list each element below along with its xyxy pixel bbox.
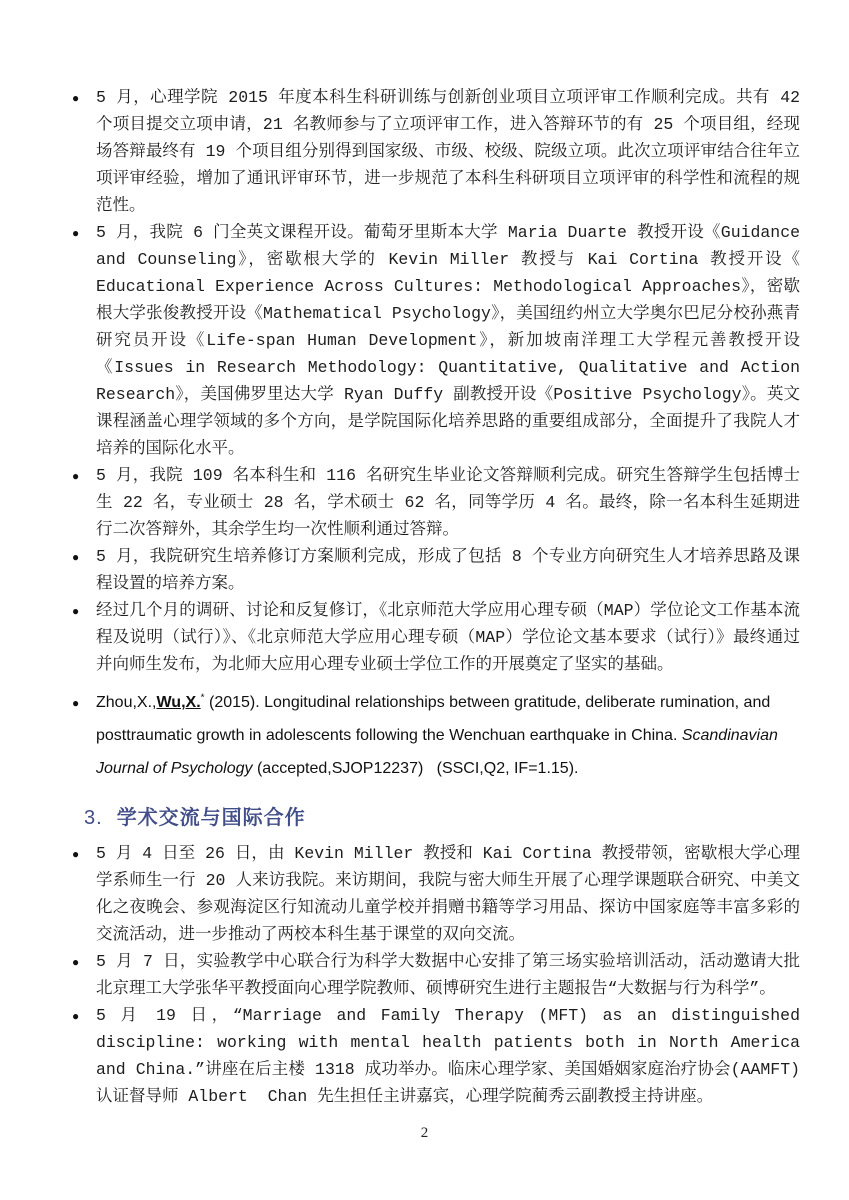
bullet-icon: [72, 462, 96, 491]
bullet-icon: [72, 1002, 96, 1031]
section-number: 3.: [84, 807, 103, 829]
list-item: [72, 543, 800, 597]
section-title: 学术交流与国际合作: [116, 807, 306, 829]
page-number: 2: [420, 1125, 429, 1141]
bullet-text: 5 月 19 日，“Marriage and Family Therapy (MFT) as an distinguished discipline: working with mental health patients both in North America and China.”讲座在后主楼 1318 成功举办。临床心理学家、美国婚姻家庭治疗协会(AAMFT)认证督导师 Albert Chan 先生担任主讲嘉宾，心理学院蔺秀云副教授主持讲座。: [96, 1006, 800, 1106]
bullet-icon: [72, 543, 96, 572]
page-content: [72, 84, 800, 1110]
citation-authors: Zhou,X.,: [96, 694, 157, 711]
list-item: [72, 597, 800, 678]
list-item: [72, 948, 800, 1002]
bullet-text: 5 月，我院 109 名本科生和 116 名研究生毕业论文答辩顺利完成。研究生答辩学生包括博士生 22 名，专业硕士 28 名，学术硕士 62 名，同等学历 4 名。最终，除一名本科生延期进行二次答辩外，其余学生均一次性顺利通过答辩。: [96, 466, 800, 539]
citation-title: (2015). Longitudinal relationships between gratitude, deliberate rumination, and posttraumatic growth in adolescents following the Wenchuan earthquake in China.: [96, 694, 771, 744]
list-item: [72, 462, 800, 543]
list-item: [72, 84, 800, 219]
bullet-list-section: [72, 840, 800, 1110]
bullet-icon: [72, 219, 96, 248]
bullet-text: 5 月 7 日，实验教学中心联合行为科学大数据中心安排了第三场实验培训活动，活动邀请大批北京理工大学张华平教授面向心理学院教师、硕博研究生进行主题报告“大数据与行为科学”。: [96, 952, 800, 998]
list-item: [72, 219, 800, 462]
bullet-text: 5 月，我院 6 门全英文课程开设。葡萄牙里斯本大学 Maria Duarte 教授开设《Guidance and Counseling》，密歇根大学的 Kevin Miller 教授与 Kai Cortina 教授开设《 Educational Experience Across Cultures: Methodological Approaches》，密歇根大学张俊教授开设《Mathematical Psychology》，美国纽约州立大学奥尔巴尼分校孙燕青研究员开设《Life-span Human Development》，新加坡南洋理工大学程元善教授开设《Issues in Research Methodology: Quantitative, Qualitative and Action Research》，美国佛罗里达大学 Ryan Duffy 副教授开设《Positive Psychology》。英文课程涵盖心理学领域的多个方向，是学院国际化培养思路的重要组成部分，全面提升了我院人才培养的国际化水平。: [96, 223, 800, 458]
bullet-icon: [72, 686, 96, 719]
citation-journal: Scandinavian Journal of Psychology: [96, 727, 778, 777]
bullet-icon: [72, 948, 96, 977]
bullet-list-top: [72, 84, 800, 678]
citation-meta: (accepted,SJOP12237) (SSCI,Q2, IF=1.15).: [252, 760, 579, 777]
bullet-text: 5 月，我院研究生培养修订方案顺利完成，形成了包括 8 个专业方向研究生人才培养思路及课程设置的培养方案。: [96, 547, 800, 593]
citation-text: [96, 686, 800, 785]
bullet-text: 5 月，心理学院 2015 年度本科生科研训练与创新创业项目立项评审工作顺利完成。共有 42 个项目提交立项申请，21 名教师参与了立项评审工作，进入答辩环节的有 25 个项目组，经现场答辩最终有 19 个项目组分别得到国家级、市级、校级、院级立项。此次立项评审结合往年立项评审经验，增加了通讯评审环节，进一步规范了本科生科研项目立项评审的科学性和流程的规范性。: [96, 88, 800, 215]
list-item: [72, 1002, 800, 1110]
bullet-text: 经过几个月的调研、讨论和反复修订，《北京师范大学应用心理专硕（MAP）学位论文工作基本流程及说明（试行）》、《北京师范大学应用心理专硕（MAP）学位论文基本要求（试行）》最终通过并向师生发布，为北师大应用心理专业硕士学位工作的开展奠定了坚实的基础。: [96, 601, 800, 674]
bullet-text: 5 月 4 日至 26 日，由 Kevin Miller 教授和 Kai Cortina 教授带领，密歇根大学心理学系师生一行 20 人来访我院。来访期间，我院与密大师生开展了心理学课题联合研究、中美文化之夜晚会、参观海淀区行知流动儿童学校并捐赠书籍等学习用品、探访中国家庭等丰富多彩的交流活动，进一步推动了两校本科生基于课堂的双向交流。: [96, 844, 800, 944]
bullet-icon: [72, 597, 96, 626]
section-heading: [72, 801, 800, 830]
bullet-icon: [72, 84, 96, 113]
citation-item: [72, 686, 800, 785]
bullet-icon: [72, 840, 96, 869]
list-item: [72, 840, 800, 948]
citation-asterisk: *: [200, 692, 205, 704]
citation-author-highlight: Wu,X.: [156, 694, 201, 711]
